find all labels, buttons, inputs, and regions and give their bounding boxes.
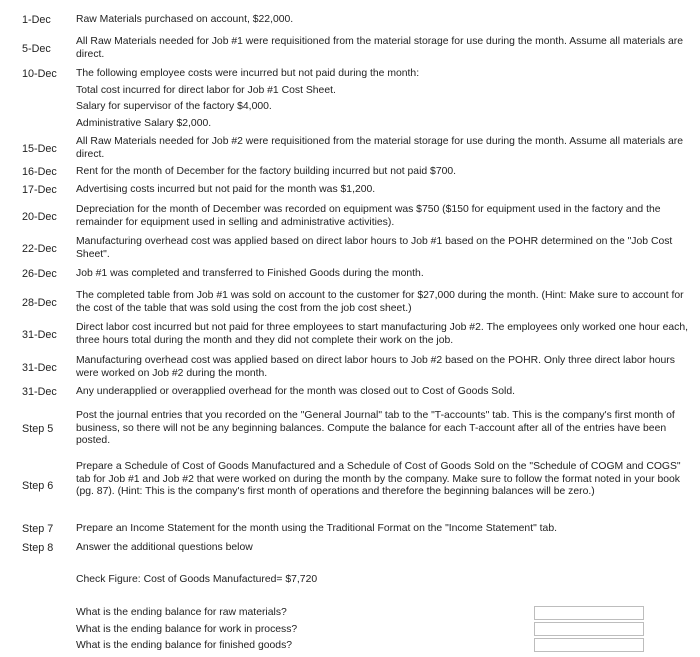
entry-dec-31-close xyxy=(0,385,700,399)
step-label: Step 8 xyxy=(22,542,54,554)
entry-text: All Raw Materials needed for Job #2 were requisitioned from the material storage for use during the month. Assume all materials are direct. xyxy=(76,136,683,160)
entry-dec-31-labor xyxy=(0,322,700,348)
entry-date: 31-Dec xyxy=(22,362,57,374)
entry-dec-10 xyxy=(0,67,700,81)
entry-dec-22 xyxy=(0,236,700,262)
step-text: Prepare a Schedule of Cost of Goods Manufactured and a Schedule of Cost of Goods Sold on the "Schedule of COGM and COGS" tab for Job #1 and Job #2 that were worked on during the month by the company. Make sure to follow the format noted in your book (pg. 87). (Hint: This is the company's first month of operations and therefore the beginning balances will be zero.) xyxy=(76,461,681,497)
entry-date: 26-Dec xyxy=(22,268,57,280)
step-label: Step 6 xyxy=(22,480,54,492)
question-finished-goods: What is the ending balance for finished goods? xyxy=(76,640,293,651)
step-8 xyxy=(0,541,700,555)
entry-text: Job #1 was completed and transferred to Finished Goods during the month. xyxy=(76,268,424,279)
entry-date: 1-Dec xyxy=(22,14,51,26)
entry-date: 28-Dec xyxy=(22,297,57,309)
entry-date: 22-Dec xyxy=(22,243,57,255)
entry-dec-31-overhead xyxy=(0,355,700,381)
dec10-admin-salary: Administrative Salary $2,000. xyxy=(76,118,212,129)
entry-date: 17-Dec xyxy=(22,184,57,196)
entry-text: Raw Materials purchased on account, $22,000. xyxy=(76,14,294,25)
entry-text: Direct labor cost incurred but not paid for three employees to start manufacturing Job #2. The employees only worked one hour each, three hours total during the month and they did not complete their work on the job. xyxy=(76,322,689,346)
entry-date: 31-Dec xyxy=(22,329,57,341)
entry-dec-17 xyxy=(0,183,700,197)
step-text: Answer the additional questions below xyxy=(76,542,253,553)
entry-text: Rent for the month of December for the factory building incurred but not paid $700. xyxy=(76,166,457,177)
entry-date: 20-Dec xyxy=(22,211,57,223)
entry-text: All Raw Materials needed for Job #1 were requisitioned from the material storage for use during the month. Assume all materials are direct. xyxy=(76,36,683,60)
answer-raw-materials-input[interactable] xyxy=(534,606,644,620)
question-raw-materials: What is the ending balance for raw materials? xyxy=(76,607,287,618)
entry-text: The following employee costs were incurred but not paid during the month: xyxy=(76,68,420,79)
entry-date: 31-Dec xyxy=(22,386,57,398)
step-text: Prepare an Income Statement for the month using the Traditional Format on the "Income Statement" tab. xyxy=(76,523,557,534)
entry-dec-20 xyxy=(0,204,700,230)
step-6 xyxy=(0,461,700,511)
entry-text: Any underapplied or overapplied overhead for the month was closed out to Cost of Goods Sold. xyxy=(76,386,515,397)
question-work-in-process: What is the ending balance for work in process? xyxy=(76,624,298,635)
check-figure: Check Figure: Cost of Goods Manufactured= $7,720 xyxy=(76,574,318,585)
entry-text: The completed table from Job #1 was sold on account to the customer for $27,000 during the month. (Hint: Make sure to account for the cost of the table that was sold using the cost from the job cost sheet.) xyxy=(76,290,684,314)
entry-date: 16-Dec xyxy=(22,166,57,178)
step-text: Post the journal entries that you recorded on the "General Journal" tab to the "T-accounts" tab. This is the company's first month of business, so there will not be any beginning balances. Compute the balance for each T-account after all of the entries have been posted. xyxy=(76,410,675,446)
step-label: Step 7 xyxy=(22,523,54,535)
entry-dec-5 xyxy=(0,36,700,62)
entry-text: Advertising costs incurred but not paid for the month was $1,200. xyxy=(76,184,376,195)
entry-dec-28 xyxy=(0,290,700,316)
step-5 xyxy=(0,410,700,448)
entry-text: Manufacturing overhead cost was applied based on direct labor hours to Job #2 based on the POHR. Only three direct labor hours were worked on Job #2 during the month. xyxy=(76,355,675,379)
entry-date: 15-Dec xyxy=(22,143,57,155)
step-label: Step 5 xyxy=(22,423,54,435)
entry-dec-1 xyxy=(0,13,700,27)
step-7 xyxy=(0,522,700,536)
entry-text: Depreciation for the month of December was recorded on equipment was $750 ($150 for equipment used in the factory and the remainder for equipment used in selling and administrative activities). xyxy=(76,204,661,228)
entry-date: 5-Dec xyxy=(22,43,51,55)
entry-dec-26 xyxy=(0,267,700,281)
entry-date: 10-Dec xyxy=(22,68,57,80)
entry-dec-16 xyxy=(0,165,700,179)
answer-finished-goods-input[interactable] xyxy=(534,638,644,652)
entry-text: Manufacturing overhead cost was applied based on direct labor hours to Job #1 based on the POHR determined on the "Job Cost Sheet". xyxy=(76,236,673,260)
dec10-supervisor-salary: Salary for supervisor of the factory $4,000. xyxy=(76,101,272,112)
entry-dec-15 xyxy=(0,136,700,162)
dec10-direct-labor: Total cost incurred for direct labor for Job #1 Cost Sheet. xyxy=(76,85,336,96)
answer-work-in-process-input[interactable] xyxy=(534,622,644,636)
